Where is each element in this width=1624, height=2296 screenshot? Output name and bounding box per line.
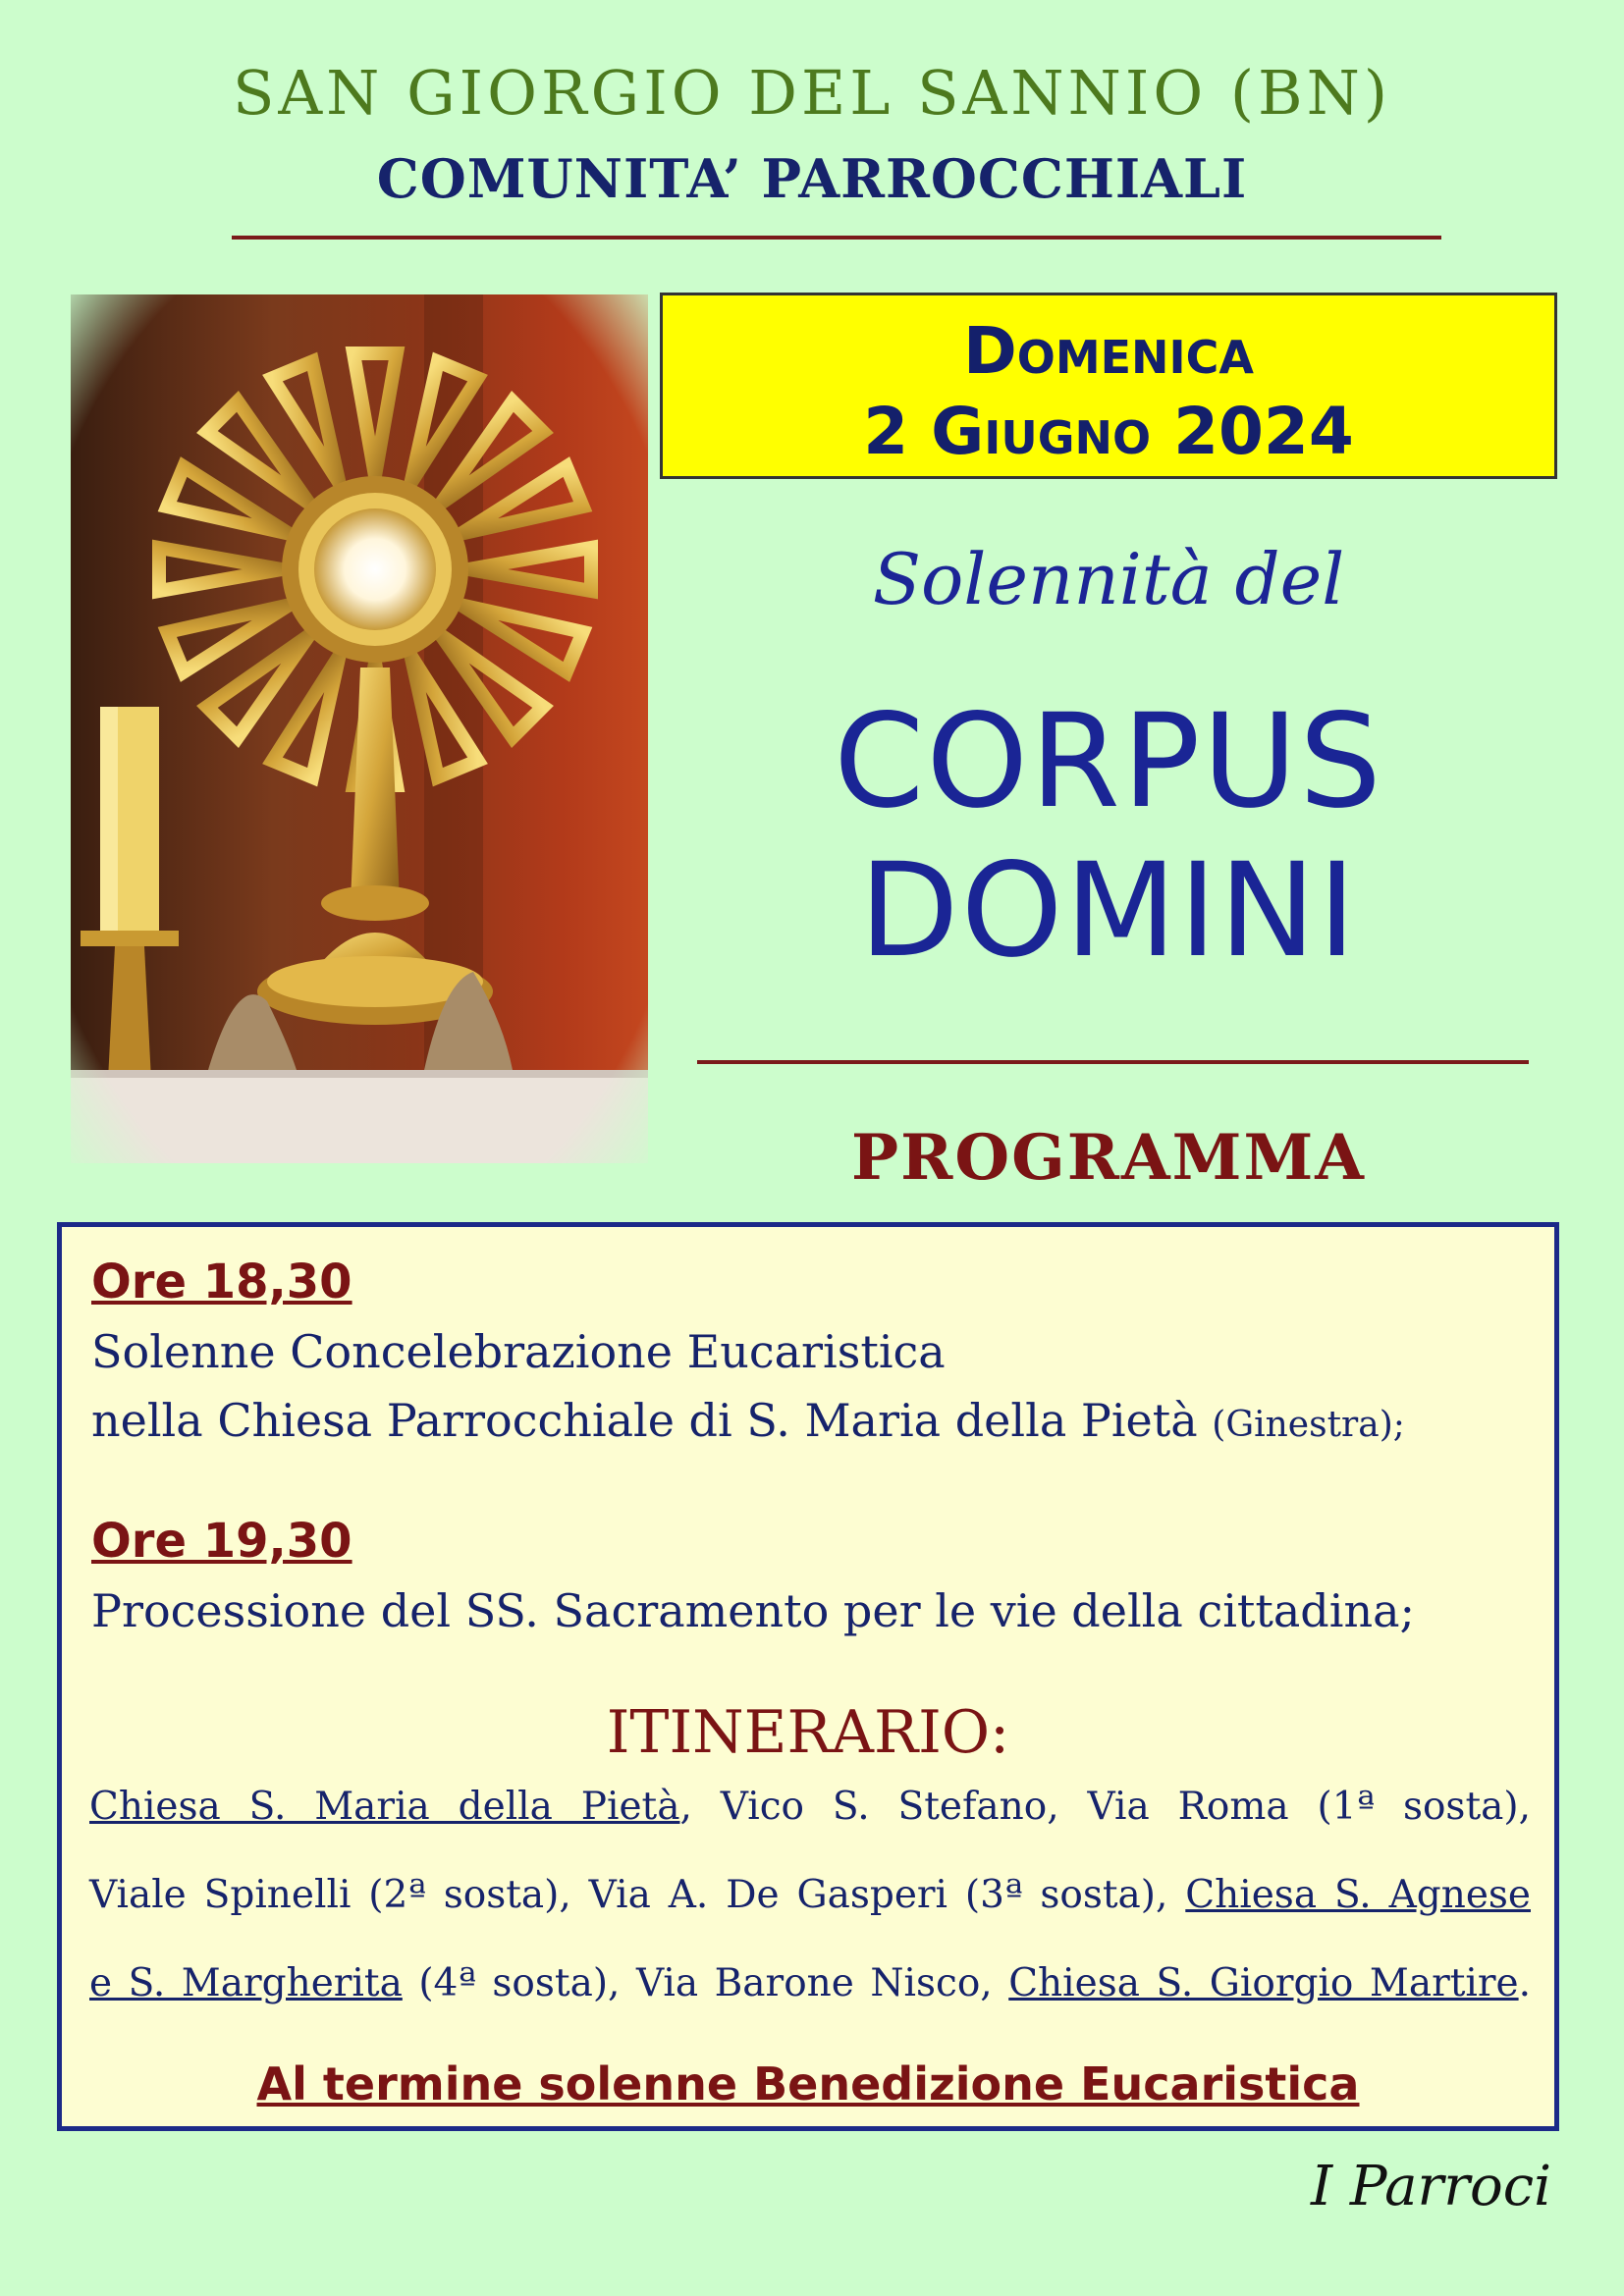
route-text: (4ª sosta), Via Barone Nisco, [402, 1961, 1009, 2005]
route-line-1 [89, 1785, 1531, 1829]
route-text: , Vico S. Stefano, Via Roma (1ª sosta), [679, 1785, 1531, 1829]
monstrance-photo [71, 294, 648, 1163]
town-heading: SAN GIORGIO DEL SANNIO (BN) [232, 57, 1392, 129]
route-church-santa-margherita: e S. Margherita [89, 1961, 403, 2005]
event1-line2 [91, 1394, 1405, 1447]
route-text: Viale Spinelli (2ª sosta), Via A. De Gasperi (3ª sosta), [89, 1873, 1186, 1917]
route-end: . [1518, 1961, 1531, 2005]
date-box [660, 293, 1557, 479]
date-weekday: Domenica [962, 313, 1255, 389]
route-line-3 [89, 1961, 1531, 2005]
top-divider [232, 236, 1441, 240]
middle-divider [697, 1060, 1529, 1064]
route-church-san-giorgio: Chiesa S. Giorgio Martire [1008, 1961, 1519, 2005]
event1-locality: (Ginestra); [1212, 1405, 1405, 1445]
route-church-santa-agnese: Chiesa S. Agnese [1185, 1873, 1531, 1917]
program-box [57, 1222, 1559, 2131]
feast-title-line1: CORPUS [834, 686, 1383, 837]
itinerary-title: ITINERARIO: [606, 1698, 1010, 1767]
event2-time: Ore 19,30 [91, 1514, 352, 1569]
feast-title-line2: DOMINI [858, 835, 1359, 987]
event1-church: nella Chiesa Parrocchiale di S. Maria della Pietà [91, 1394, 1198, 1447]
programma-heading: PROGRAMMA [851, 1121, 1366, 1195]
event1-time: Ore 18,30 [91, 1255, 352, 1309]
route-line-2 [89, 1873, 1531, 1917]
event1-line1: Solenne Concelebrazione Eucaristica [91, 1325, 946, 1378]
closing-line: Al termine solenne Benedizione Eucaristica [256, 2057, 1360, 2110]
signature: I Parroci [1311, 2155, 1551, 2218]
route-church-santa-maria: Chiesa S. Maria della Pietà [89, 1785, 680, 1829]
date-day: 2 Giugno 2024 [863, 394, 1354, 469]
community-heading: COMUNITA’ PARROCCHIALI [376, 147, 1248, 210]
feast-title [660, 687, 1557, 986]
event2-line1: Processione del SS. Sacramento per le vie della cittadina; [91, 1584, 1416, 1637]
solennita-subtitle: Solennità del [872, 538, 1345, 620]
